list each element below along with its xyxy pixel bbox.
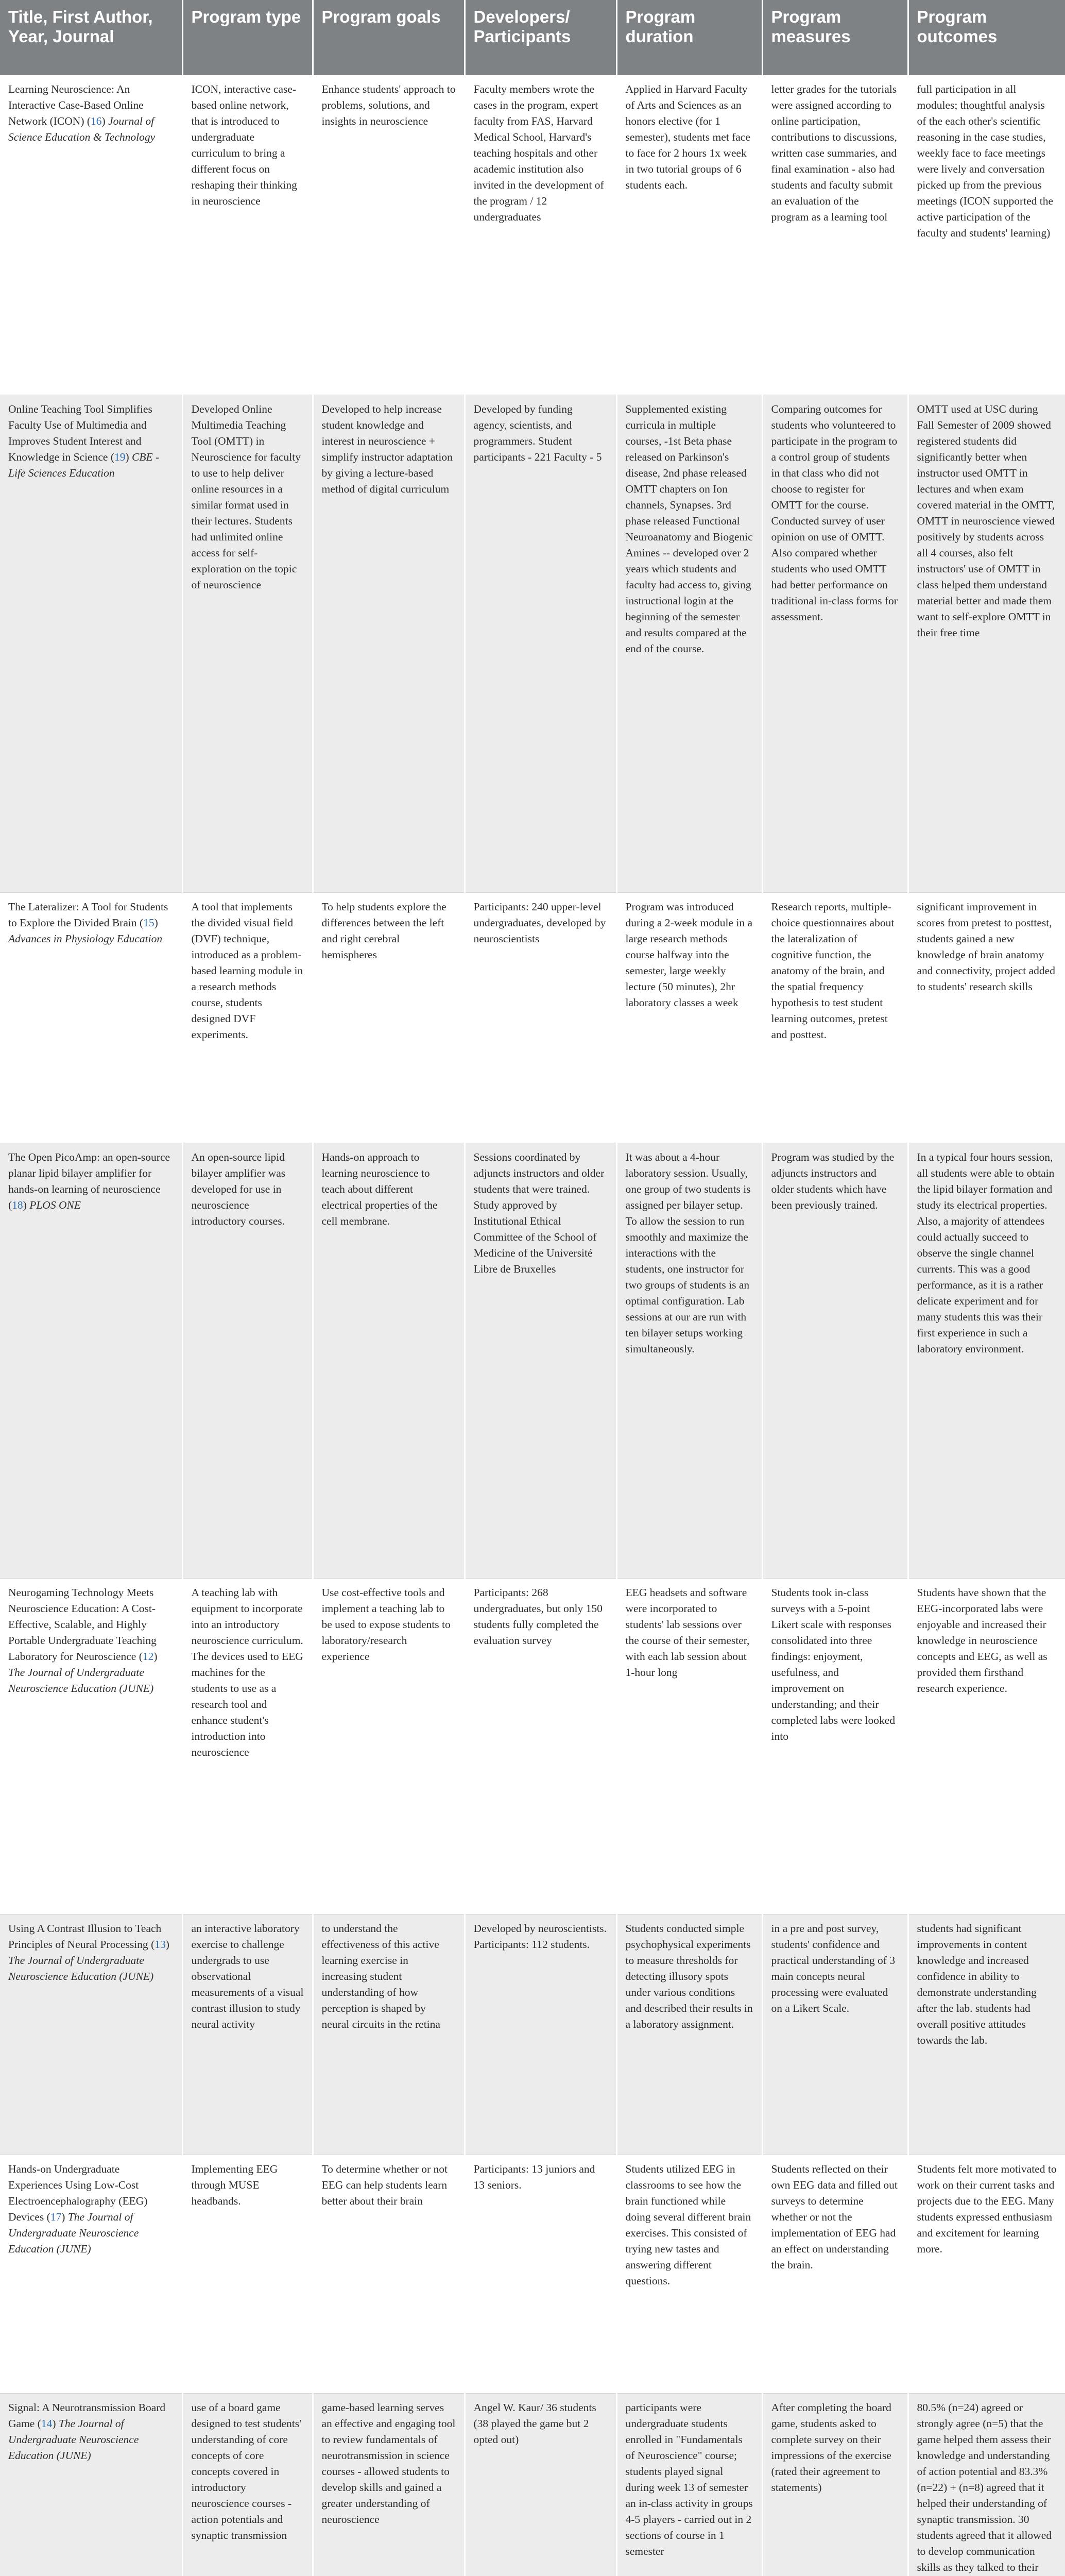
cell-program-measures: in a pre and post survey, students' confidence and practical understanding of 3 main concepts neural processing were evaluated on a Likert Scale. — [762, 1914, 908, 2155]
journal-name: PLOS ONE — [29, 1198, 81, 1211]
cell-program-outcomes: OMTT used at USC during Fall Semester of 2009 showed registered students did significantly better when instructor used OMTT in lectures and when exam covered material in the OMTT, OMTT in neuroscience viewed positively by students across all 4 courses, also felt instructors' use of OMTT in class helped them understand material better and made them want to self-explore OMTT in their free time — [908, 395, 1065, 892]
table-row — [0, 1914, 1065, 2155]
cell-program-measures: Students reflected on their own EEG data and filled out surveys to determine whether or not the implementation of EEG had an effect on understanding the brain. — [762, 2155, 908, 2393]
cell-program-measures: Program was studied by the adjuncts instructors and older students which have been previously trained. — [762, 1143, 908, 1578]
cell-program-measures: Students took in-class surveys with a 5-point Likert scale with responses consolidated into three findings: enjoyment, usefulness, and improvement on understanding; and their completed labs were looked into — [762, 1578, 908, 1914]
cell-title: The Open PicoAmp: an open-source planar lipid bilayer amplifier for hands-on learning of neuroscience (18) PLOS ONE — [0, 1143, 182, 1578]
cell-program-goals: game-based learning serves an effective and engaging tool to review fundamentals of neurotransmission in science courses - allowed students to develop skills and gained a greater understanding of neuroscience — [313, 2393, 465, 2576]
cell-program-outcomes: full participation in all modules; thoughtful analysis of the each other's scientific reasoning in the case studies, weekly face to face meetings were lively and conversation picked up from the previous meetings (ICON supported the active participation of the faculty and students' learning) — [908, 75, 1065, 395]
cell-program-duration: Students conducted simple psychophysical experiments to measure thresholds for detecting illusory spots under various conditions and described their results in a laboratory assignment. — [616, 1914, 762, 2155]
reference-link[interactable]: 13 — [154, 1938, 166, 1951]
cell-program-goals: To help students explore the differences between the left and right cerebral hemispheres — [313, 892, 465, 1143]
cell-title: The Lateralizer: A Tool for Students to Explore the Divided Brain (15) Advances in Physiology Education — [0, 892, 182, 1143]
cell-developers: Developed by funding agency, scientists, and programmers. Student participants - 221 Faculty - 5 — [465, 395, 616, 892]
journal-name: The Journal of Undergraduate Neuroscience Education (JUNE) — [8, 1666, 154, 1694]
header-program-goals: Program goals — [313, 0, 465, 75]
cell-program-goals: Use cost-effective tools and implement a teaching lab to be used to expose students to laboratory/research experience — [313, 1578, 465, 1914]
reference-link[interactable]: 12 — [142, 1650, 154, 1663]
cell-program-outcomes: Students have shown that the EEG-incorporated labs were enjoyable and increased their knowledge in neuroscience concepts and EEG, as well as provided them firsthand research experience. — [908, 1578, 1065, 1914]
table-row — [0, 75, 1065, 395]
study-title: Neurogaming Technology Meets Neuroscience Education: A Cost-Effective, Scalable, and Highly Portable Undergraduate Teaching Laboratory for Neuroscience — [8, 1586, 157, 1663]
cell-developers: Participants: 240 upper-level undergraduates, developed by neuroscientists — [465, 892, 616, 1143]
cell-program-goals: Hands-on approach to learning neuroscience to teach about different electrical properties of the cell membrane. — [313, 1143, 465, 1578]
study-title: The Open PicoAmp: an open-source planar lipid bilayer amplifier for hands-on learning of neuroscience — [8, 1150, 170, 1195]
cell-program-duration: Program was introduced during a 2-week module in a large research methods course halfway into the semester, large weekly lecture (50 minutes), 2hr laboratory classes a week — [616, 892, 762, 1143]
cell-program-measures: After completing the board game, students asked to complete survey on their impressions of the exercise (rated their agreement to statements) — [762, 2393, 908, 2576]
cell-program-duration: Applied in Harvard Faculty of Arts and Sciences as an honors elective (for 1 semester), students met face to face for 2 hours 1x week in two tutorial groups of 6 students each. — [616, 75, 762, 395]
cell-program-type: A tool that implements the divided visual field (DVF) technique, introduced as a problem-based learning module in a research methods course, students designed DVF experiments. — [182, 892, 313, 1143]
header-program-duration: Program duration — [616, 0, 762, 75]
cell-program-outcomes: 80.5% (n=24) agreed or strongly agree (n=5) that the game helped them assess their knowledge and understanding of action potential and 83.3% (n=22) + (n=8) agreed that it helped their understanding of synaptic transmission. 30 students agreed that it allowed to develop communication skills as they talked to their — [908, 2393, 1065, 2576]
cell-program-goals: Enhance students' approach to problems, solutions, and insights in neuroscience — [313, 75, 465, 395]
cell-program-goals: Developed to help increase student knowledge and interest in neuroscience + simplify instructor adaptation by giving a lecture-based method of digital curriculum — [313, 395, 465, 892]
cell-program-duration: EEG headsets and software were incorporated to students' lab sessions over the course of their semester, with each lab session about 1-hour long — [616, 1578, 762, 1914]
study-title: Online Teaching Tool Simplifies Faculty Use of Multimedia and Improves Student Interest and Knowledge in Science — [8, 402, 152, 463]
table-header — [0, 0, 1065, 75]
cell-title: Online Teaching Tool Simplifies Faculty Use of Multimedia and Improves Student Interest and Knowledge in Science (19) CBE - Life Sciences Education — [0, 395, 182, 892]
cell-developers: Participants: 268 undergraduates, but only 150 students fully completed the evaluation survey — [465, 1578, 616, 1914]
study-title: Hands-on Undergraduate Experiences Using Low-Cost Electroencephalography (EEG) Devices — [8, 2162, 148, 2223]
cell-title: Using A Contrast Illusion to Teach Principles of Neural Processing (13) The Journal of Undergraduate Neuroscience Education (JUNE) — [0, 1914, 182, 2155]
cell-title: Neurogaming Technology Meets Neuroscience Education: A Cost-Effective, Scalable, and Highly Portable Undergraduate Teaching Laboratory for Neuroscience (12) The Journal of Undergraduate Neuroscience Education (JUNE) — [0, 1578, 182, 1914]
cell-program-goals: To determine whether or not EEG can help students learn better about their brain — [313, 2155, 465, 2393]
cell-program-type: An open-source lipid bilayer amplifier was developed for use in neuroscience introductory courses. — [182, 1143, 313, 1578]
journal-name: Journal of Science Education & Technology — [8, 115, 156, 143]
cell-program-type: A teaching lab with equipment to incorporate into an introductory neuroscience curriculum. The devices used to EEG machines for the students to use as a research tool and enhance student's introduction into neuroscience — [182, 1578, 313, 1914]
table-row — [0, 1578, 1065, 1914]
journal-name: The Journal of Undergraduate Neuroscience Education (JUNE) — [8, 1954, 154, 1982]
cell-developers: Developed by neuroscientists. Participants: 112 students. — [465, 1914, 616, 2155]
cell-program-type: use of a board game designed to test students' understanding of core concepts of core concepts covered in introductory neuroscience courses - action potentials and synaptic transmission — [182, 2393, 313, 2576]
cell-program-type: Implementing EEG through MUSE headbands. — [182, 2155, 313, 2393]
cell-program-duration: It was about a 4-hour laboratory session. Usually, one group of two students is assigned per bilayer setup. To allow the session to run smoothly and maximize the interactions with the students, one instructor for two groups of students is an optimal configuration. Lab sessions at our are run with ten bilayer setups working simultaneously. — [616, 1143, 762, 1578]
table-row — [0, 2155, 1065, 2393]
study-title: Using A Contrast Illusion to Teach Principles of Neural Processing — [8, 1922, 162, 1951]
header-row — [0, 0, 1065, 75]
cell-developers: Participants: 13 juniors and 13 seniors. — [465, 2155, 616, 2393]
cell-program-outcomes: In a typical four hours session, all students were able to obtain the lipid bilayer formation and study its electrical properties. Also, a majority of attendees could actually succeed to observe the single channel currents. This was a good performance, as it is a rather delicate experiment and for many students this was their first experience in such a laboratory environment. — [908, 1143, 1065, 1578]
journal-name: CBE - Life Sciences Education — [8, 450, 160, 479]
cell-developers: Angel W. Kaur/ 36 students (38 played the game but 2 opted out) — [465, 2393, 616, 2576]
cell-program-outcomes: significant improvement in scores from pretest to posttest, students gained a new knowledge of brain anatomy and connectivity, project added to students' research skills — [908, 892, 1065, 1143]
cell-program-duration: Supplemented existing curricula in multiple courses, -1st Beta phase released on Parkinson's disease, 2nd phase released OMTT chapters on Ion channels, Synapses. 3rd phase released Functional Neuroanatomy and Biogenic Amines -- developed over 2 years which students and faculty had access to, giving instructional login at the beginning of the semester and results compared at the end of the course. — [616, 395, 762, 892]
cell-developers: Faculty members wrote the cases in the program, expert faculty from FAS, Harvard Medical School, Harvard's teaching hospitals and other academic institution also invited in the development of the program / 12 undergraduates — [465, 75, 616, 395]
cell-program-outcomes: Students felt more motivated to work on their current tasks and projects due to the EEG. Many students expressed enthusiasm and excitement for learning more. — [908, 2155, 1065, 2393]
table-row — [0, 395, 1065, 892]
study-title: Signal: A Neurotransmission Board Game — [8, 2401, 166, 2430]
reference-link[interactable]: 17 — [50, 2210, 62, 2223]
reference-link[interactable]: 15 — [143, 916, 154, 929]
cell-title: Learning Neuroscience: An Interactive Case-Based Online Network (ICON) (16) Journal of Science Education & Technology — [0, 75, 182, 395]
cell-program-duration: Students utilized EEG in classrooms to see how the brain functioned while doing several different brain exercises. This consisted of trying new tastes and answering different questions. — [616, 2155, 762, 2393]
study-title: The Lateralizer: A Tool for Students to Explore the Divided Brain — [8, 900, 168, 929]
table-row — [0, 2393, 1065, 2576]
cell-program-outcomes: students had significant improvements in content knowledge and increased confidence in ability to demonstrate understanding after the lab. students had overall positive attitudes towards the lab. — [908, 1914, 1065, 2155]
reference-link[interactable]: 16 — [91, 115, 102, 127]
cell-title: Hands-on Undergraduate Experiences Using Low-Cost Electroencephalography (EEG) Devices (17) The Journal of Undergraduate Neuroscience Education (JUNE) — [0, 2155, 182, 2393]
reference-link[interactable]: 18 — [12, 1198, 23, 1211]
reference-link[interactable]: 19 — [114, 450, 126, 463]
cell-program-duration: participants were undergraduate students enrolled in "Fundamentals of Neuroscience" course; students played signal during week 13 of semester an in-class activity in groups 4-5 players - carried out in 2 sections of course in 1 semester — [616, 2393, 762, 2576]
journal-name: Advances in Physiology Education — [8, 932, 163, 945]
header-developers: Developers/ Participants — [465, 0, 616, 75]
cell-developers: Sessions coordinated by adjuncts instructors and older students that were trained. Study approved by Institutional Ethical Committee of the School of Medicine of the Université Libre de Bruxelles — [465, 1143, 616, 1578]
cell-program-type: an interactive laboratory exercise to challenge undergrads to use observational measurements of a visual contrast illusion to study neural activity — [182, 1914, 313, 2155]
reference-link[interactable]: 14 — [41, 2417, 53, 2430]
table-body — [0, 75, 1065, 2576]
header-title: Title, First Author, Year, Journal — [0, 0, 182, 75]
header-program-type: Program type — [182, 0, 313, 75]
study-title: Learning Neuroscience: An Interactive Case-Based Online Network (ICON) — [8, 83, 144, 127]
cell-program-type: Developed Online Multimedia Teaching Tool (OMTT) in Neuroscience for faculty to use to help deliver online resources in a similar format used in their lectures. Students had unlimited online access for self-exploration on the topic of neuroscience — [182, 395, 313, 892]
cell-program-measures: letter grades for the tutorials were assigned according to online participation, contributions to discussions, written case summaries, and final examination - also had students and faculty submit an evaluation of the program as a learning tool — [762, 75, 908, 395]
cell-program-measures: Research reports, multiple-choice questionnaires about the lateralization of cognitive function, the anatomy of the brain, and the spatial frequency hypothesis to test student learning outcomes, pretest and posttest. — [762, 892, 908, 1143]
cell-program-type: ICON, interactive case-based online network, that is introduced to undergraduate curriculum to bring a different focus on reshaping their thinking in neuroscience — [182, 75, 313, 395]
journal-name: The Journal of Undergraduate Neuroscience Education (JUNE) — [8, 2210, 139, 2255]
header-program-measures: Program measures — [762, 0, 908, 75]
cell-program-goals: to understand the effectiveness of this active learning exercise in increasing student understanding of how perception is shaped by neural circuits in the retina — [313, 1914, 465, 2155]
cell-program-measures: Comparing outcomes for students who volunteered to participate in the program to a control group of students in that class who did not choose to register for OMTT for the course. Conducted survey of user opinion on use of OMTT. Also compared whether students who used OMTT had better performance on traditional in-class forms for assessment. — [762, 395, 908, 892]
table-row — [0, 1143, 1065, 1578]
journal-name: The Journal of Undergraduate Neuroscience Education (JUNE) — [8, 2417, 139, 2462]
cell-title: Signal: A Neurotransmission Board Game (14) The Journal of Undergraduate Neuroscience Education (JUNE) — [0, 2393, 182, 2576]
header-program-outcomes: Program outcomes — [908, 0, 1065, 75]
table-row — [0, 892, 1065, 1143]
